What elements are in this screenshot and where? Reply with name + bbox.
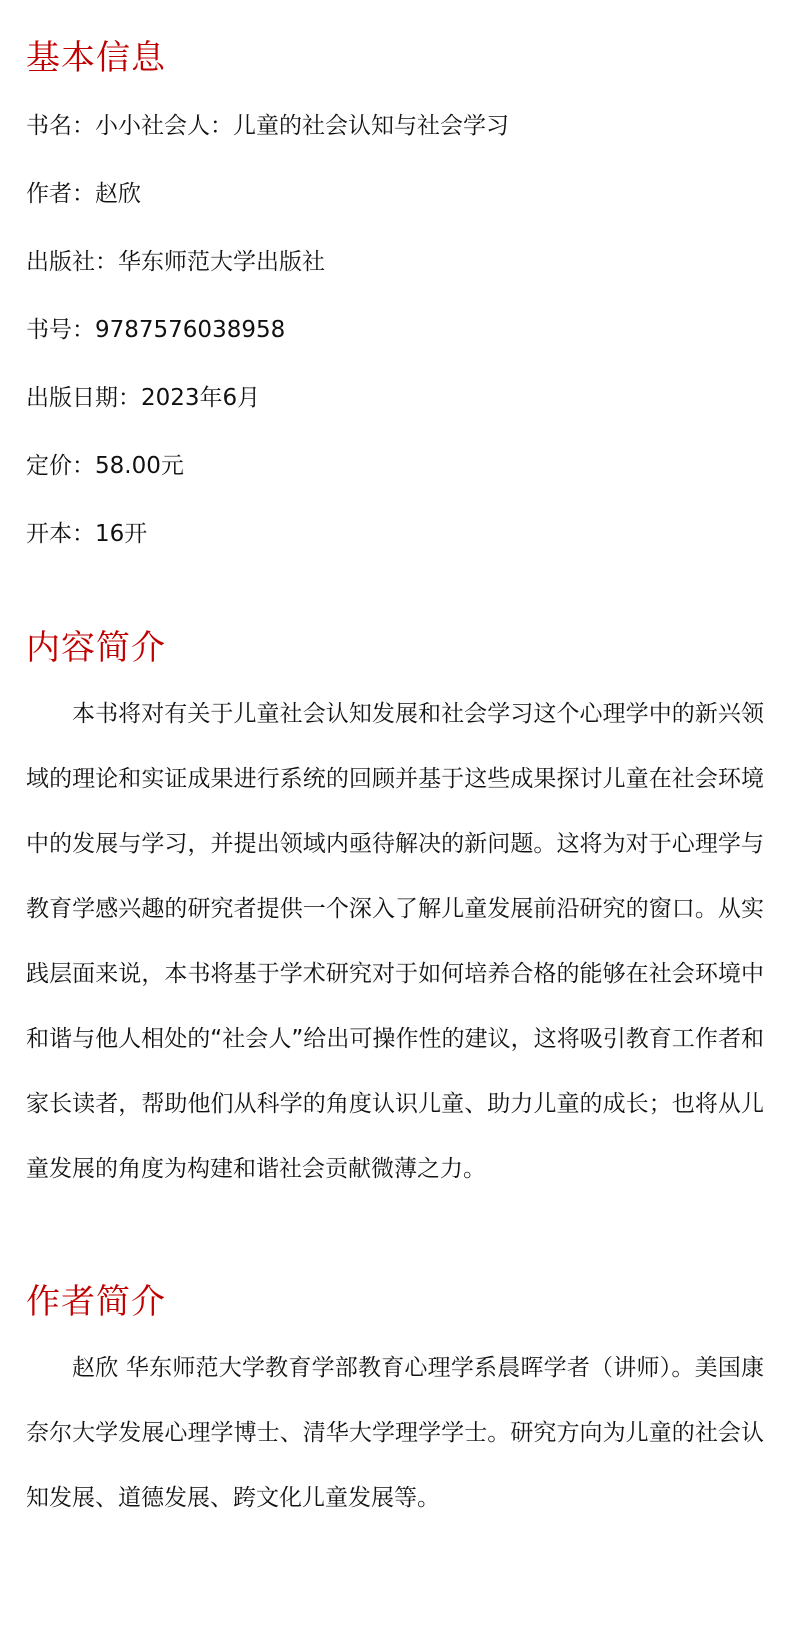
info-row-publish-date (26, 384, 509, 412)
info-value: 赵欣 (95, 181, 141, 207)
info-label: 出版社： (26, 249, 118, 275)
basic-info-list (26, 112, 509, 588)
info-label: 作者： (26, 181, 95, 207)
info-value: 16开 (95, 521, 148, 547)
info-row-author (26, 180, 509, 208)
info-label: 开本： (26, 521, 95, 547)
basic-info-heading: 基本信息 (26, 38, 166, 78)
info-value: 2023年6月 (141, 385, 261, 411)
info-label: 出版日期： (26, 385, 141, 411)
info-row-publisher (26, 248, 509, 276)
info-label: 书号： (26, 317, 95, 343)
content-intro-heading: 内容简介 (26, 628, 166, 668)
author-intro-heading: 作者简介 (26, 1282, 166, 1322)
info-value: 小小社会人：儿童的社会认知与社会学习 (95, 113, 509, 139)
content-intro-paragraph: 本书将对有关于儿童社会认知发展和社会学习这个心理学中的新兴领域的理论和实证成果进行系统的回顾并基于这些成果探讨儿童在社会环境中的发展与学习，并提出领域内亟待解决的新问题。这将为对于心理学与教育学感兴趣的研究者提供一个深入了解儿童发展前沿研究的窗口。从实践层面来说，本书将基于学术研究对于如何培养合格的能够在社会环境中和谐与他人相处的“社会人”给出可操作性的建议，这将吸引教育工作者和家长读者，帮助他们从科学的角度认识儿童、助力儿童的成长；也将从儿童发展的角度为构建和谐社会贡献微薄之力。 (26, 701, 764, 1182)
info-value: 9787576038958 (95, 317, 286, 343)
info-value: 华东师范大学出版社 (118, 249, 325, 275)
info-row-format (26, 520, 509, 548)
info-row-book-title (26, 112, 509, 140)
author-intro-paragraph: 赵欣 华东师范大学教育学部教育心理学系晨晖学者（讲师）。美国康奈尔大学发展心理学博士、清华大学理学学士。研究方向为儿童的社会认知发展、道德发展、跨文化儿童发展等。 (26, 1355, 764, 1511)
info-row-price (26, 452, 509, 480)
info-label: 书名： (26, 113, 95, 139)
info-row-isbn (26, 316, 509, 344)
info-label: 定价： (26, 453, 95, 479)
info-value: 58.00元 (95, 453, 184, 479)
